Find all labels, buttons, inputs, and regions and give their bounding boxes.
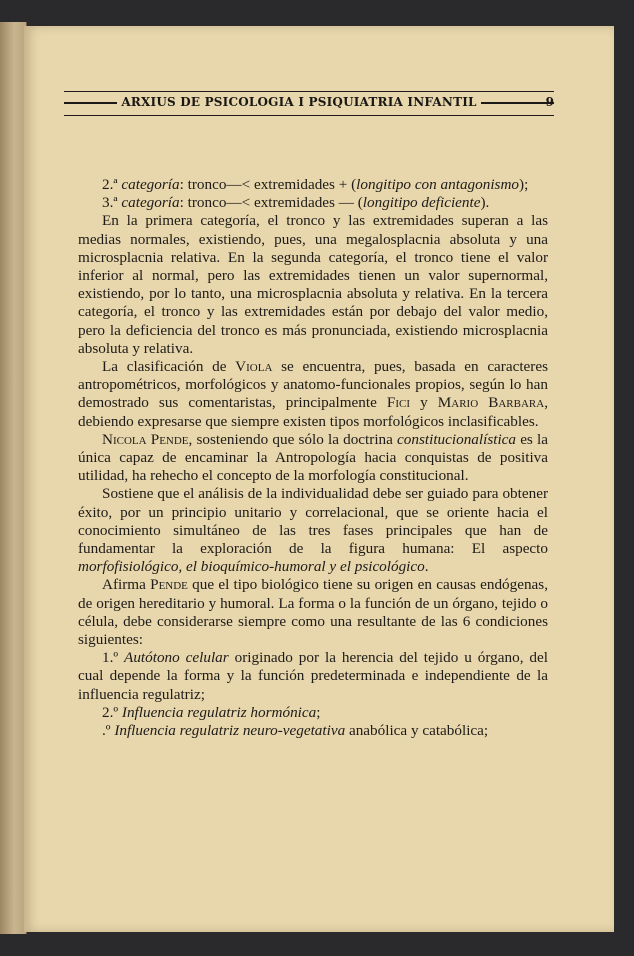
paragraph-individuality-analysis: Sostiene que el análisis de la individualidad debe ser guiado para obtener éxito, por un principio unitario y correlacional, que se oriente hacia el conocimiento simultáneo de las tres fases principales que han de fundamentar la exploración de la figura humana: El aspecto morfofisiológico, el bioquímico-humoral y el psicológico. [78,485,548,576]
paragraph-category-3: 3.ª categoría: tronco—< extremidades — (longitipo deficiente). [102,194,490,212]
paragraph-nicola-pende: Nicola Pende, sosteniendo que sólo la doctrina constitucionalística es la única capaz de encaminar la Antropología hacia conquistas de positiva utilidad, ha rehecho el concepto de la morfología constitucional. [78,430,548,485]
list-item-1: 1.º Autótono celular originado por la herencia del tejido u órgano, del cual depende la forma y la función predeterminada e independiente de la influencia regulatriz; [78,649,548,703]
paragraph-categories-explained: En la primera categoría, el tronco y las extremidades superan a las medias normales, existiendo, pues, una megalosplacnia absoluta y una microsplacnia relativa. En la segunda categoría, el tronco tiene el valor inferior al normal, pero las extremidades tienen un valor supernormal, existiendo, por lo tanto, una microsplacnia absoluta y relativa. En la tercera categoría, el tronco y las extremidades están por debajo del valor medio, pero la deficiencia del tronco es más pronunciada, existiendo microsplacnia absoluta y relativa. [78,212,548,357]
paragraph-biological-type: Afirma Pende que el tipo biológico tiene su origen en causas endógenas, de origen hereditario y humoral. La forma o la función de un órgano, tejido o célula, debe considerarse siempre como una resultante de las 6 condiciones siguientes: [78,576,549,649]
article-body [78,176,548,740]
journal-title [64,94,534,110]
running-header [64,94,554,122]
previous-page-edge [0,22,27,934]
journal-title-text: ARXIUS DE PSICOLOGIA I PSIQUIATRIA INFANTIL [117,95,480,109]
header-rule-top [64,91,554,92]
paragraph-category-2: 2.ª categoría: tronco—< extremidades + (longitipo con antagonismo); [102,176,529,193]
list-item-2: 2.º Influencia regulatriz hormónica; [102,703,321,721]
list-item-3: .º Influencia regulatriz neuro-vegetativa anabólica y catabólica; [102,722,489,740]
page-number: 9 [545,95,554,109]
paragraph-viola-classification: La clasificación de Viola se encuentra, pues, basada en caracteres antropométricos, morfológicos y anatomo-funcionales propios, según lo han demostrado sus comentaristas, principalmente Fici y Mario Barbara, debiendo expresarse que siempre existen tipos morfológicos inclasificables. [78,358,549,430]
header-rule-bottom [64,115,554,116]
